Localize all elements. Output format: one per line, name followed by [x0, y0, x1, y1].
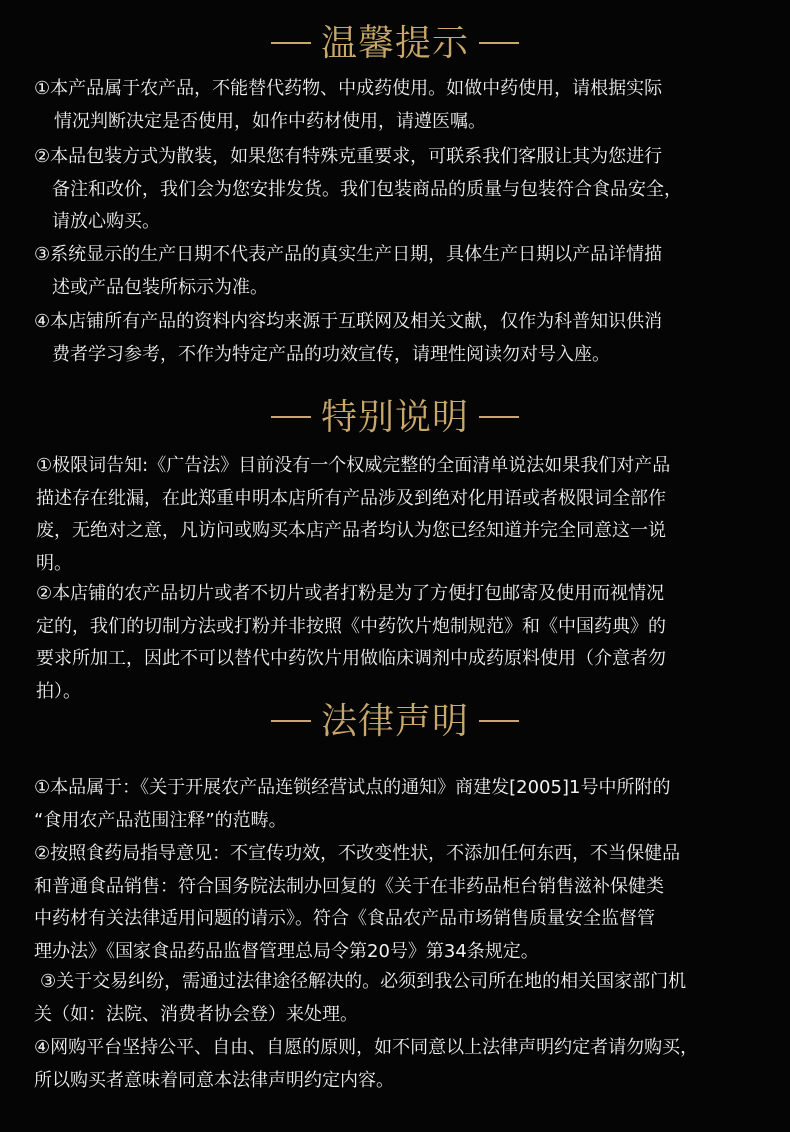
- text-line: “食用农产品范围注释”的范畴。: [34, 809, 287, 831]
- text-line: 明。: [36, 552, 72, 574]
- section-title-text: 法律声明: [320, 701, 469, 742]
- legal-item-2: [34, 838, 680, 968]
- section-title-text: 特别说明: [320, 397, 469, 438]
- section-title-text: 温馨提示: [320, 23, 469, 64]
- text-line: 费者学习参考，不作为特定产品的功效宣传，请理性阅读勿对号入座。: [52, 343, 610, 365]
- text-line: ③系统显示的生产日期不代表产品的真实生产日期，具体生产日期以产品详情描: [34, 244, 663, 265]
- text-line: 理办法》《国家食品药品监督管理总局令第20号》第34条规定。: [34, 940, 539, 962]
- special-notes-item-2: [36, 578, 666, 708]
- title-dash-left: [271, 42, 311, 44]
- text-line: ④网购平台坚持公平、自由、自愿的原则，如不同意以上法律声明约定者请勿购买，: [34, 1037, 699, 1058]
- text-line: 和普通食品销售：符合国务院法制办回复的《关于在非药品柜台销售滋补保健类: [34, 875, 664, 897]
- title-dash-left: [271, 720, 311, 722]
- legal-item-4: [34, 1032, 698, 1097]
- section-title-special-notes: [0, 396, 790, 440]
- text-line: 描述存在纰漏，在此郑重申明本店所有产品涉及到绝对化用语或者极限词全部作: [36, 487, 666, 509]
- text-line: 述或产品包装所标示为准。: [52, 276, 268, 298]
- text-line: ③关于交易纠纷，需通过法律途径解决的。必须到我公司所在地的相关国家部门机: [40, 971, 687, 992]
- text-line: ④本店铺所有产品的资料内容均来源于互联网及相关文献，仅作为科普知识供消: [34, 311, 663, 332]
- text-line: ②本品包装方式为散装，如果您有特殊克重要求，可联系我们客服让其为您进行: [34, 146, 663, 167]
- text-line: 废，无绝对之意，凡访问或购买本店产品者均认为您已经知道并完全同意这一说: [36, 520, 666, 541]
- text-line: 要求所加工，因此不可以替代中药饮片用做临床调剂中成药原料使用（介意者勿: [36, 648, 666, 669]
- legal-item-3: [34, 966, 686, 1031]
- text-line: ①极限词告知:《广告法》目前没有一个权威完整的全面清单说法如果我们对产品: [36, 455, 671, 476]
- section-title-legal-statement: [0, 700, 790, 744]
- warm-tips-item-3: [34, 239, 662, 304]
- section-title-warm-tips: [0, 22, 790, 66]
- title-dash-right: [479, 42, 519, 44]
- legal-item-1: [34, 772, 670, 837]
- warm-tips-item-4: [34, 306, 662, 371]
- title-dash-right: [479, 720, 519, 722]
- text-line: 中药材有关法律适用问题的请示》。符合《食品农产品市场销售质量安全监督管: [34, 908, 655, 929]
- warm-tips-item-2: [34, 141, 682, 239]
- text-line: ①本品属于：《关于开展农产品连锁经营试点的通知》商建发[2005]1号中所附的: [34, 777, 671, 798]
- text-line: 拍）。: [36, 680, 81, 702]
- warm-tips-item-1: [34, 73, 662, 138]
- text-line: ①本产品属于农产品，不能替代药物、中成药使用。如做中药使用，请根据实际: [34, 78, 663, 99]
- title-dash-left: [271, 416, 311, 418]
- special-notes-item-1: [36, 450, 670, 580]
- title-dash-right: [479, 416, 519, 418]
- text-line: 关（如：法院、消费者协会登）来处理。: [34, 1003, 358, 1025]
- text-line: 定的，我们的切制方法或打粉并非按照《中药饮片炮制规范》和《中国药典》的: [36, 615, 666, 637]
- text-line: 情况判断决定是否使用，如作中药材使用，请遵医嘱。: [54, 110, 486, 132]
- text-line: 所以购买者意味着同意本法律声明约定内容。: [34, 1069, 394, 1091]
- text-line: 备注和改价，我们会为您安排发货。我们包装商品的质量与包装符合食品安全，: [52, 178, 682, 200]
- text-line: ②本店铺的农产品切片或者不切片或者打粉是为了方便打包邮寄及使用而视情况: [36, 583, 665, 604]
- text-line: 请放心购买。: [52, 211, 160, 232]
- text-line: ②按照食药局指导意见：不宣传功效，不改变性状，不添加任何东西，不当保健品: [34, 843, 681, 864]
